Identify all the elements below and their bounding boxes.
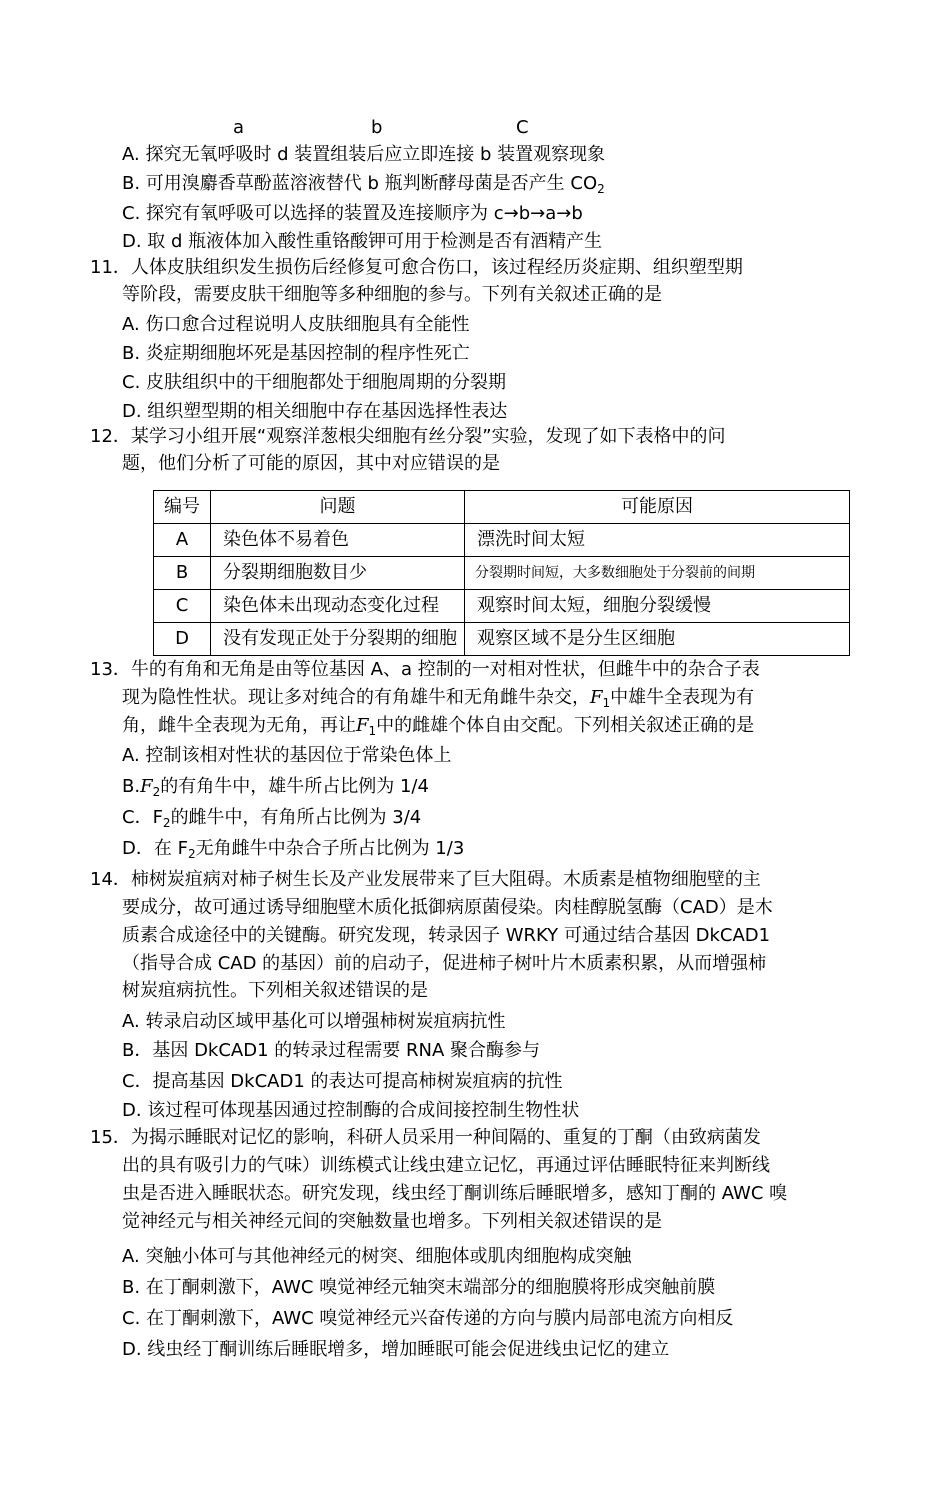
table-cell: A xyxy=(154,524,211,557)
q15-stem-line2: 出的具有吸引力的气味）训练模式让线虫建立记忆，再通过评估睡眠特征来判断线 xyxy=(122,1155,770,1176)
q14-stem-line4: （指导合成 CAD 的基因）前的启动子，促进柿子树叶片木质素积累，从而增强柿 xyxy=(122,953,767,974)
table-header-cell: 问题 xyxy=(211,491,465,524)
table-cell: 分裂期细胞数目少 xyxy=(211,557,465,590)
q13-option-b: $B.F_2$的有角牛中，雄牛所占比例为 1/4 xyxy=(122,776,429,799)
q11-stem-line2: 等阶段，需要皮肤干细胞等多种细胞的参与。下列有关叙述正确的是 xyxy=(122,284,662,305)
q13-stem-line3: 角，雌牛全表现为无角，再让$F_1$中的雌雄个体自由交配。下列相关叙述正确的是 xyxy=(122,715,755,738)
q11-option-a: A. 伤口愈合过程说明人皮肤细胞具有全能性 xyxy=(122,314,470,335)
q12-stem-line2: 题，他们分析了可能的原因，其中对应错误的是 xyxy=(122,453,500,474)
q13-option-a: A. 控制该相对性状的基因位于常染色体上 xyxy=(122,745,452,766)
q14-option-a: A. 转录启动区域甲基化可以增强柿树炭疽病抗性 xyxy=(122,1011,506,1032)
q10-option-b: B. 可用溴麝香草酚蓝溶液替代 b 瓶判断酵母菌是否产生 $CO_2$ xyxy=(122,173,605,196)
table-header-cell: 可能原因 xyxy=(465,491,850,524)
table-row xyxy=(154,590,850,623)
table-cell: D xyxy=(154,623,211,656)
table-row xyxy=(154,524,850,557)
figure-label-c: C xyxy=(516,117,529,138)
table-cell: 观察时间太短，细胞分裂缓慢 xyxy=(465,590,850,623)
q11-stem-line1: 11．人体皮肤组织发生损伤后经修复可愈合伤口，该过程经历炎症期、组织塑型期 xyxy=(90,257,743,278)
q15-option-d: D. 线虫经丁酮训练后睡眠增多，增加睡眠可能会促进线虫记忆的建立 xyxy=(122,1339,670,1360)
q10-option-c: C. 探究有氧呼吸可以选择的装置及连接顺序为 c→b→a→b xyxy=(122,203,583,224)
figure-label-a: a xyxy=(233,117,245,138)
q14-stem-line1: 14．柿树炭疽病对柿子树生长及产业发展带来了巨大阻碍。木质素是植物细胞壁的主 xyxy=(90,869,761,890)
table-cell: B xyxy=(154,557,211,590)
q15-stem-line3: 虫是否进入睡眠状态。研究发现，线虫经丁酮训练后睡眠增多，感知丁酮的 AWC 嗅 xyxy=(122,1183,788,1204)
q11-option-b: B. 炎症期细胞坏死是基因控制的程序性死亡 xyxy=(122,343,470,364)
q14-option-c: C．提高基因 DkCAD1 的表达可提高柿树炭疽病的抗性 xyxy=(122,1071,563,1092)
q14-stem-line2: 要成分，故可通过诱导细胞壁木质化抵御病原菌侵染。肉桂醇脱氢酶（CAD）是木 xyxy=(122,897,773,918)
table-header-cell: 编号 xyxy=(154,491,211,524)
q10-option-d: D. 取 d 瓶液体加入酸性重铬酸钾可用于检测是否有酒精产生 xyxy=(122,231,603,252)
q14-stem-line5: 树炭疽病抗性。下列相关叙述错误的是 xyxy=(122,980,428,1001)
q15-option-c: C. 在丁酮刺激下，AWC 嗅觉神经元兴奋传递的方向与膜内局部电流方向相反 xyxy=(122,1308,734,1329)
q12-table xyxy=(153,490,850,656)
q14-stem-line3: 质素合成途径中的关键酶。研究发现，转录因子 WRKY 可通过结合基因 DkCAD1 xyxy=(122,925,771,946)
q11-option-d: D. 组织塑型期的相关细胞中存在基因选择性表达 xyxy=(122,401,508,422)
q10-option-a: A. 探究无氧呼吸时 d 装置组装后应立即连接 b 装置观察现象 xyxy=(122,144,606,165)
q14-option-d: D. 该过程可体现基因通过控制酶的合成间接控制生物性状 xyxy=(122,1100,580,1121)
q15-option-a: A. 突触小体可与其他神经元的树突、细胞体或肌肉细胞构成突触 xyxy=(122,1246,632,1267)
q13-option-c: C．$F_2$的雌牛中，有角所占比例为 3/4 xyxy=(122,807,422,830)
table-row xyxy=(154,557,850,590)
q11-option-c: C. 皮肤组织中的干细胞都处于细胞周期的分裂期 xyxy=(122,372,507,393)
table-cell: 观察区域不是分生区细胞 xyxy=(465,623,850,656)
table-cell: 没有发现正处于分裂期的细胞 xyxy=(211,623,465,656)
q14-option-b: B．基因 DkCAD1 的转录过程需要 RNA 聚合酶参与 xyxy=(122,1040,540,1061)
q13-option-d: D．在 $F_2$无角雌牛中杂合子所占比例为 1/3 xyxy=(122,838,465,861)
table-row xyxy=(154,623,850,656)
figure-label-b: b xyxy=(371,117,383,138)
table-cell: 染色体不易着色 xyxy=(211,524,465,557)
q13-stem-line1: 13．牛的有角和无角是由等位基因 A、a 控制的一对相对性状，但雌牛中的杂合子表 xyxy=(90,659,760,680)
q15-stem-line1: 15．为揭示睡眠对记忆的影响，科研人员采用一种间隔的、重复的丁酮（由致病菌发 xyxy=(90,1127,761,1148)
table-cell: 分裂期时间短，大多数细胞处于分裂前的间期 xyxy=(465,557,850,590)
q13-stem-line2: 现为隐性性状。现让多对纯合的有角雄牛和无角雌牛杂交，$F_1$中雄牛全表现为有 xyxy=(122,687,755,710)
q12-stem-line1: 12．某学习小组开展“观察洋葱根尖细胞有丝分裂”实验，发现了如下表格中的问 xyxy=(90,426,726,447)
table-cell: 漂洗时间太短 xyxy=(465,524,850,557)
table-header-row xyxy=(154,491,850,524)
table-cell: 染色体未出现动态变化过程 xyxy=(211,590,465,623)
q15-stem-line4: 觉神经元与相关神经元间的突触数量也增多。下列相关叙述错误的是 xyxy=(122,1211,662,1232)
q15-option-b: B. 在丁酮刺激下，AWC 嗅觉神经元轴突末端部分的细胞膜将形成突触前膜 xyxy=(122,1277,716,1298)
table-cell: C xyxy=(154,590,211,623)
